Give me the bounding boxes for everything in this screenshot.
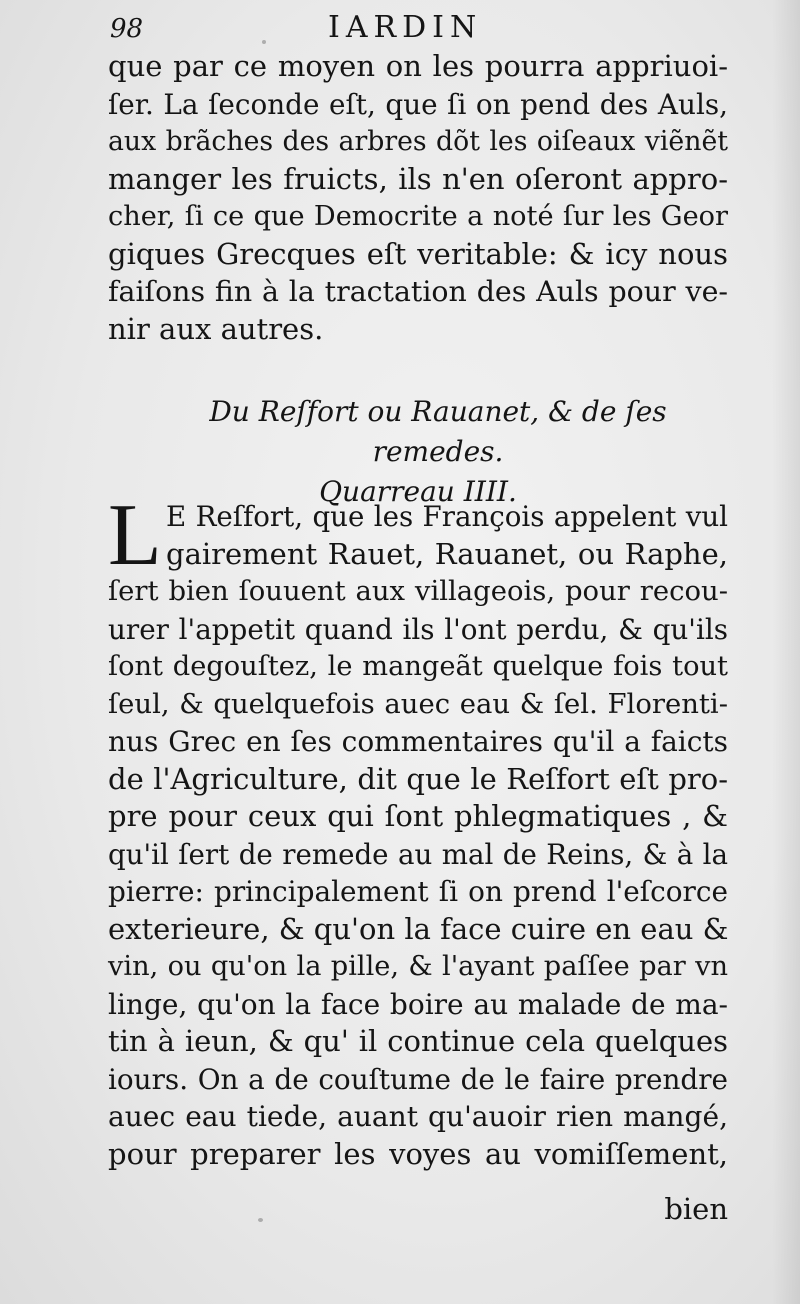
text-line: giques Grecques eſt veritable: & icy nous — [108, 236, 728, 271]
text-line: vin, ou qu'on la pille, & l'ayant paſſee par vn — [108, 951, 728, 982]
text-line: gairement Rauet, Rauanet, ou Raphe, — [166, 536, 728, 571]
text-line: linge, qu'on la face boire au malade de ma- — [108, 987, 728, 1021]
text-line: ſont degouſtez, le mangeãt quelque fois tout — [108, 651, 728, 682]
text-line: pre pour ceux qui ſont phlegmatiques , & — [108, 799, 728, 833]
catchword: bien — [664, 1192, 728, 1226]
text-line: aux brãches des arbres dõt les oiſeaux viẽnẽt — [108, 126, 728, 157]
text-line: urer l'appetit quand ils l'ont perdu, & qu'ils — [108, 612, 728, 646]
running-head: IARDIN — [328, 10, 483, 45]
page-edge-shadow — [772, 0, 800, 1304]
ink-speck — [262, 40, 266, 44]
text-line: E Reſfort, que les François appelent vul — [166, 500, 728, 533]
section-subtitle: Quarreau IIII. — [319, 475, 517, 508]
text-line: tin à ieun, & qu' il continue cela quelques — [108, 1024, 728, 1058]
ink-speck — [258, 1218, 263, 1222]
text-line: de l'Agriculture, dit que le Reſfort eſt pro- — [108, 761, 728, 796]
text-line: ſert bien ſouuent aux villageois, pour recou- — [108, 576, 728, 607]
text-line: pierre: principalement ſi on prend l'eſcorce — [108, 875, 728, 908]
text-line: faiſons fin à la tractation des Auls pour ve- — [108, 275, 728, 308]
section-title: Du Reſfort ou Rauanet, & de ſes remedes. — [209, 395, 667, 468]
text-line: ſer. La ſeconde eſt, que ſi on pend des Auls, — [108, 87, 728, 121]
text-line: auec eau tiede, auant qu'auoir rien mangé, — [108, 1100, 728, 1133]
text-line: que par ce moyen on les pourra appriuoi- — [108, 49, 728, 83]
page-header — [108, 8, 728, 48]
paragraph-continued — [108, 48, 728, 348]
text-line: iours. On a de couſtume de le faire prendre — [108, 1062, 728, 1096]
text-line: qu'il ſert de remede au mal de Reins, & à la — [108, 837, 728, 871]
text-line: cher, ſi ce que Democrite a noté ſur les Geor — [108, 201, 728, 232]
text-line: nir aux autres. — [108, 311, 324, 346]
drop-capital: L — [108, 487, 162, 584]
text-line: pour preparer les voyes au vomiſſement, — [108, 1136, 728, 1171]
text-line: ſeul, & quelquefois auec eau & ſel. Florenti- — [108, 688, 728, 720]
text-line: nus Grec en ſes commentaires qu'il a faicts — [108, 725, 728, 758]
text-line: manger les fruicts, ils n'en oſeront appro- — [108, 161, 728, 196]
section-heading — [108, 392, 728, 512]
page-number: 98 — [110, 14, 144, 44]
text-line: exterieure, & qu'on la face cuire en eau & — [108, 911, 729, 946]
